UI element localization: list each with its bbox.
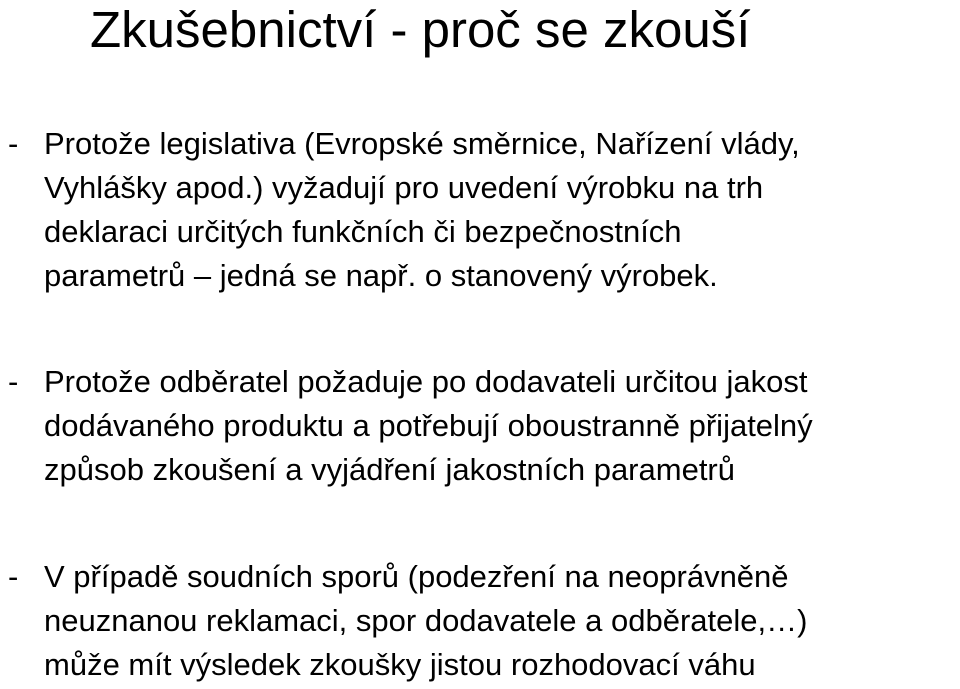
bullet-line: Vyhlášky apod.) vyžadují pro uvedení výrobku na trh: [44, 170, 764, 205]
bullet-text: [44, 360, 958, 492]
bullet-line: parametrů – jedná se např. o stanovený výrobek.: [44, 258, 718, 293]
bullet-text: [44, 555, 958, 687]
bullet-line: Protože odběratel požaduje po dodavateli určitou jakost: [44, 364, 808, 399]
bullet-text: [44, 122, 958, 298]
bullet-line: dodávaného produktu a potřebují oboustranně přijatelný: [44, 408, 813, 443]
bullet-line: může mít výsledek zkoušky jistou rozhodovací váhu: [44, 647, 756, 682]
bullet-line: neuznanou reklamaci, spor dodavatele a odběratele,…): [44, 603, 808, 638]
bullet-marker: -: [8, 364, 19, 399]
bullet-marker: -: [8, 126, 19, 161]
bullet-marker: -: [8, 559, 19, 594]
slide-title: Zkušebnictví - proč se zkouší: [90, 1, 751, 58]
bullet-line: deklaraci určitých funkčních či bezpečnostních: [44, 214, 682, 249]
bullet-line: V případě soudních sporů (podezření na neoprávněně: [44, 559, 789, 594]
bullet-line: způsob zkoušení a vyjádření jakostních parametrů: [44, 452, 735, 487]
bullet-line: Protože legislativa (Evropské směrnice, Nařízení vlády,: [44, 126, 800, 161]
